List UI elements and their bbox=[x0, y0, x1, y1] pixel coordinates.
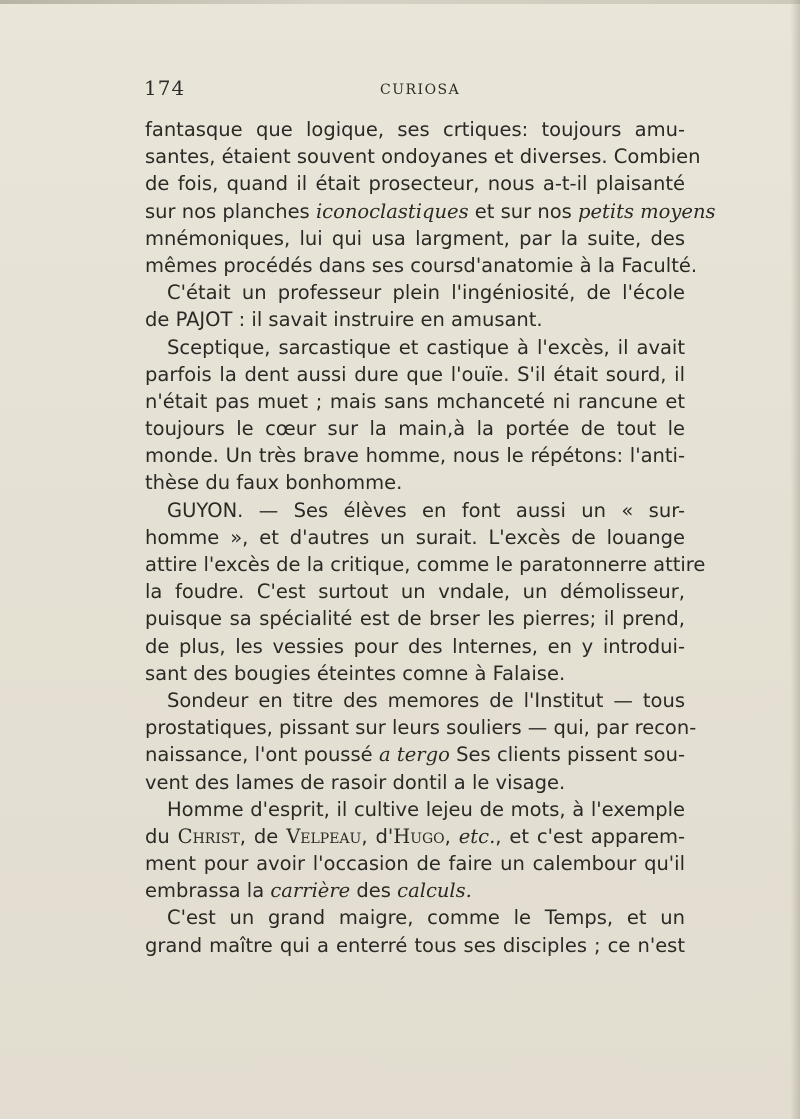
text-line: sant des bougies éteintes comne à Falaise. bbox=[145, 661, 566, 685]
text-line: C'est un grand maigre, comme le Temps, et un bbox=[167, 906, 685, 930]
text-line: n'était pas muet ; mais sans mchanceté ni rancune et bbox=[145, 389, 685, 413]
text-line: de PAJOT : il savait instruire en amusant. bbox=[145, 308, 543, 332]
text-line bbox=[145, 877, 685, 904]
text-fragment: , et c'est apparem- bbox=[495, 824, 685, 848]
small-caps-name: Hugo bbox=[393, 824, 445, 848]
text-line: monde. Un très brave homme, nous le répétons: l'anti- bbox=[145, 444, 685, 468]
italic-fragment: etc. bbox=[458, 824, 496, 848]
text-fragment: des bbox=[356, 879, 391, 903]
small-caps-name: Christ bbox=[177, 824, 240, 848]
page-number: 174 bbox=[144, 76, 186, 100]
italic-fragment: calculs. bbox=[397, 879, 472, 903]
text-fragment: sur nos planches bbox=[145, 199, 310, 223]
text-fragment: Ses clients pissent sou- bbox=[456, 743, 685, 767]
page-right-edge-shadow bbox=[790, 0, 800, 1119]
text-fragment: et sur nos bbox=[474, 199, 572, 223]
text-line: mnémoniques, lui qui usa largment, par la suite, des bbox=[145, 226, 685, 250]
text-fragment: du bbox=[145, 824, 170, 848]
text-line: fantasque que logique, ses crtiques: toujours amu- bbox=[145, 118, 685, 141]
text-fragment: embrassa la bbox=[145, 879, 265, 903]
text-line: la foudre. C'est surtout un vndale, un démolisseur, bbox=[145, 580, 685, 604]
italic-fragment: iconoclastiques bbox=[315, 199, 469, 223]
text-line: de fois, quand il était prosecteur, nous a-t-il plaisanté bbox=[145, 172, 685, 196]
text-line: puisque sa spécialité est de brser les pierres; il prend, bbox=[145, 607, 685, 631]
italic-fragment: carrière bbox=[270, 879, 351, 903]
text-fragment: naissance, l'ont poussé bbox=[145, 743, 373, 767]
text-line: thèse du faux bonhomme. bbox=[145, 471, 403, 495]
small-caps-name: Velpeau bbox=[286, 824, 362, 848]
text-line: Sondeur en titre des memores de l'Institut — tous bbox=[167, 688, 685, 712]
text-fragment: , d' bbox=[361, 824, 394, 848]
running-head: CURIOSA bbox=[380, 82, 461, 98]
text-line: toujours le cœur sur la main,à la portée de tout le bbox=[145, 417, 685, 441]
page-header bbox=[144, 76, 684, 102]
text-line: Homme d'esprit, il cultive lejeu de mots, à l'exemple bbox=[167, 797, 685, 821]
text-line bbox=[145, 741, 685, 768]
italic-fragment: petits moyens bbox=[578, 199, 716, 223]
text-line: GUYON. — Ses élèves en font aussi un « sur- bbox=[167, 498, 685, 522]
text-line: grand maître qui a enterré tous ses disciples ; ce n'est bbox=[145, 933, 685, 957]
text-line bbox=[145, 823, 685, 850]
text-line bbox=[145, 198, 716, 225]
text-line: attire l'excès de la critique, comme le paratonnerre attire bbox=[145, 553, 706, 576]
page-top-edge bbox=[0, 0, 800, 4]
text-fragment: , bbox=[444, 824, 451, 848]
body-text bbox=[145, 116, 716, 959]
text-line: Sceptique, sarcastique et castique à l'excès, il avait bbox=[167, 335, 685, 359]
text-line: ment pour avoir l'occasion de faire un calembour qu'il bbox=[145, 852, 685, 876]
text-line: C'était un professeur plein l'ingéniosité, de l'école bbox=[167, 281, 685, 305]
italic-fragment: a tergo bbox=[378, 743, 450, 767]
text-line: vent des lames de rasoir dontil a le visage. bbox=[145, 770, 566, 794]
text-line: santes, étaient souvent ondoyanes et diverses. Combien bbox=[145, 145, 701, 169]
text-line: prostatiques, pissant sur leurs souliers — qui, par recon- bbox=[145, 716, 697, 740]
text-line: parfois la dent aussi dure que l'ouïe. S'il était sourd, il bbox=[145, 362, 685, 386]
text-line: homme », et d'autres un surait. L'excès de louange bbox=[145, 525, 685, 549]
text-fragment: , de bbox=[239, 824, 279, 848]
text-line: mêmes procédés dans ses coursd'anatomie à la Faculté. bbox=[145, 253, 698, 277]
text-line: de plus, les vessies pour des lnternes, en y introdui- bbox=[145, 634, 685, 658]
